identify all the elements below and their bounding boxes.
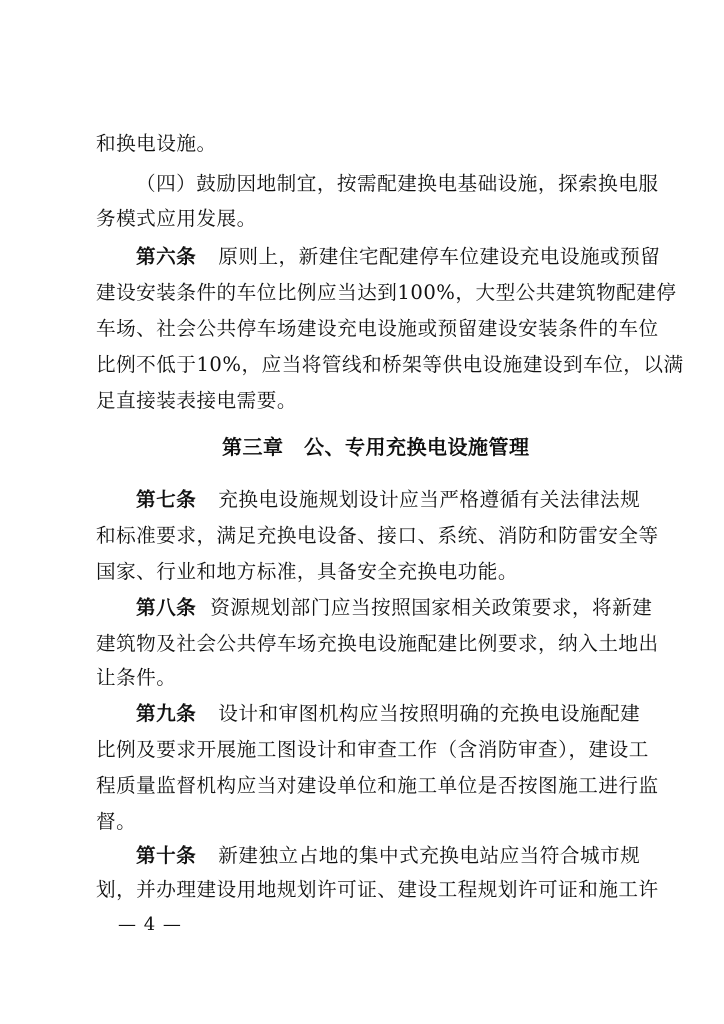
text-line <box>0 594 724 622</box>
text-line <box>0 522 724 550</box>
line-text: 充换电设施规划设计应当严格遵循有关法律法规 <box>218 488 641 511</box>
text-line <box>0 772 724 800</box>
line-text: 让条件。 <box>96 666 177 689</box>
line-text: 比例及要求开展施工图设计和审查工作（含消防审查），建设工 <box>96 738 649 761</box>
text-line <box>0 351 724 379</box>
article-label: 第九条 <box>136 702 197 725</box>
line-text: 和标准要求，满足充换电设备、接口、系统、消防和防雷安全等 <box>96 524 659 547</box>
line-text: 督。 <box>96 810 137 833</box>
text-line <box>0 130 724 158</box>
chapter-title: 第三章 公、专用充换电设施管理 <box>222 435 530 459</box>
line-text: 和换电设施。 <box>96 132 217 155</box>
line-text: （四）鼓励因地制宜，按需配建换电基础设施，探索换电服 <box>136 172 659 195</box>
article-label: 第八条 <box>136 596 197 619</box>
text-line <box>0 876 724 904</box>
text-line <box>0 630 724 658</box>
text-line <box>0 315 724 343</box>
line-text: 比例不低于10%，应当将管线和桥架等供电设施建设到车位，以满 <box>96 353 684 376</box>
text-line <box>0 243 724 271</box>
line-text: 资源规划部门应当按照国家相关政策要求，将新建 <box>210 596 653 619</box>
line-text: 设计和审图机构应当按照明确的充换电设施配建 <box>218 702 641 725</box>
line-text: 建筑物及社会公共停车场充换电设施配建比例要求，纳入土地出 <box>96 632 659 655</box>
line-text: 建设安装条件的车位比例应当达到100%，大型公共建筑物配建停 <box>96 281 677 304</box>
text-line <box>0 170 724 198</box>
text-line <box>0 842 724 870</box>
line-text: 足直接装表接电需要。 <box>96 389 297 412</box>
page-number: — 4 — <box>118 914 182 935</box>
line-text: 车场、社会公共停车场建设充电设施或预留建设安装条件的车位 <box>96 317 659 340</box>
line-text: 原则上，新建住宅配建停车位建设充电设施或预留 <box>218 245 661 268</box>
text-line <box>0 700 724 728</box>
chapter-heading <box>0 433 724 461</box>
article-label: 第十条 <box>136 844 197 867</box>
text-line <box>0 736 724 764</box>
text-line <box>0 664 724 692</box>
line-text: 国家、行业和地方标准，具备安全充换电功能。 <box>96 560 518 583</box>
text-line <box>0 558 724 586</box>
text-line <box>0 205 724 233</box>
article-label: 第六条 <box>136 245 197 268</box>
line-text: 划，并办理建设用地规划许可证、建设工程规划许可证和施工许 <box>96 878 659 901</box>
text-line <box>0 808 724 836</box>
text-line <box>0 486 724 514</box>
text-line <box>0 279 724 307</box>
article-label: 第七条 <box>136 488 197 511</box>
text-line <box>0 387 724 415</box>
line-text: 务模式应用发展。 <box>96 207 257 230</box>
line-text: 新建独立占地的集中式充换电站应当符合城市规 <box>218 844 641 867</box>
line-text: 程质量监督机构应当对建设单位和施工单位是否按图施工进行监 <box>96 774 659 797</box>
